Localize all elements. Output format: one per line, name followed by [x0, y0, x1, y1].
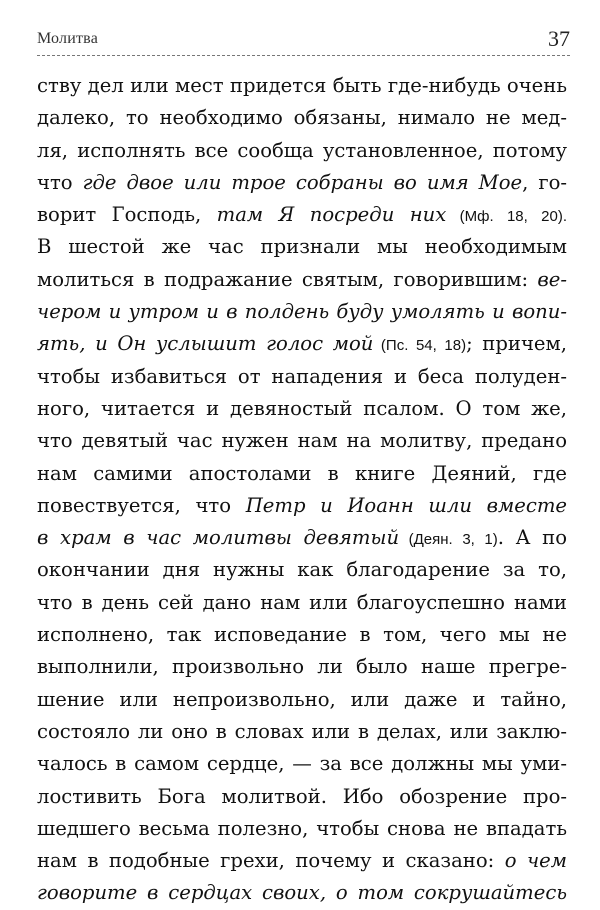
text-run: чалось в самом сердце, — за все должны мы уми-: [37, 752, 567, 776]
text-run: ного, читается и девяностый псалом. О том же,: [37, 396, 567, 420]
text-run: нам самими апостолами в книге Деяний, где: [37, 461, 567, 485]
text-line: [37, 684, 567, 716]
text-run: ству дел или мест придется быть где-нибудь очень: [37, 74, 567, 97]
body-text: [37, 70, 567, 910]
text-run: окончании дня нужны как благодарение за то,: [37, 558, 567, 582]
scripture-quote: в храм в час молитвы девятый: [37, 526, 400, 550]
text-run: В шестой же час признали мы необходимым: [37, 235, 567, 259]
text-run: , го-: [522, 170, 567, 194]
scripture-quote: говорите в сердцах своих, о том сокрушайтесь: [37, 881, 567, 905]
text-line: [37, 490, 567, 522]
text-line: [37, 716, 567, 748]
scripture-quote: о чем: [504, 849, 567, 873]
text-line: [37, 70, 567, 102]
text-run: что девятый час нужен нам на молитву, предано: [37, 429, 567, 453]
text-line: [37, 425, 567, 457]
running-title: Молитва: [37, 30, 99, 47]
text-line: [37, 393, 567, 425]
text-line: [37, 651, 567, 683]
text-run: что в день сей дано нам или благоуспешно нами: [37, 590, 567, 614]
text-line: [37, 135, 567, 167]
scripture-reference: (Деян. 3, 1): [399, 531, 498, 549]
text-run: исполнено, так исповедание в том, чего мы не: [37, 623, 567, 647]
text-run: выполнили, произвольно ли было наше прегре-: [37, 655, 567, 679]
text-line: [37, 587, 567, 619]
scripture-quote: ве-: [537, 267, 567, 291]
text-line: [37, 458, 567, 490]
scripture-quote: там Я посреди них: [216, 203, 447, 227]
text-run: шедшего весьма полезно, чтобы снова не впадать: [37, 816, 567, 840]
text-line: [37, 877, 567, 909]
text-line: [37, 264, 567, 296]
page-number: 37: [548, 26, 570, 51]
page-header: [37, 26, 570, 54]
text-line: [37, 328, 567, 360]
scripture-reference: (Мф. 18, 20).: [446, 208, 568, 226]
text-line: [37, 619, 567, 651]
text-run: ; причем,: [466, 332, 567, 356]
text-line: [37, 554, 567, 586]
text-run: . А по: [497, 526, 567, 550]
text-run: чтобы избавиться от нападения и беса полуден-: [37, 364, 567, 388]
text-run: далеко, то необходимо обязаны, нимало не мед-: [37, 106, 567, 130]
text-line: [37, 522, 567, 554]
header-divider: [37, 55, 570, 56]
scripture-reference: (Пс. 54, 18): [373, 337, 467, 355]
text-run: шение или непроизвольно, или даже и тайно,: [37, 687, 567, 711]
scripture-quote: где двое или трое собраны во имя Мое: [82, 170, 523, 194]
text-run: что: [37, 170, 83, 194]
scripture-quote: ять, и Он услышит голос мой: [37, 332, 374, 356]
text-run: ворит Господь,: [37, 203, 217, 227]
scripture-quote: Петр и Иоанн шли вместе: [245, 493, 568, 517]
text-run: молиться в подражание святым, говорившим:: [37, 267, 538, 291]
text-line: [37, 813, 567, 845]
scripture-quote: чером и утром и в полдень буду умолять и вопи-: [37, 300, 567, 324]
text-line: [37, 781, 567, 813]
text-line: [37, 231, 567, 263]
text-line: [37, 845, 567, 877]
text-line: [37, 748, 567, 780]
text-line: [37, 296, 567, 328]
text-line: [37, 102, 567, 134]
text-line: [37, 199, 567, 231]
text-line: [37, 167, 567, 199]
text-line: [37, 361, 567, 393]
text-run: повествуется, что: [37, 493, 246, 517]
text-run: ля, исполнять все сообща установленное, потому: [37, 138, 567, 162]
text-run: состояло ли оно в словах или в делах, или заклю-: [37, 719, 567, 743]
text-run: нам в подобные грехи, почему и сказано:: [37, 849, 505, 873]
text-run: лостивить Бога молитвой. Ибо обозрение про-: [37, 784, 567, 808]
